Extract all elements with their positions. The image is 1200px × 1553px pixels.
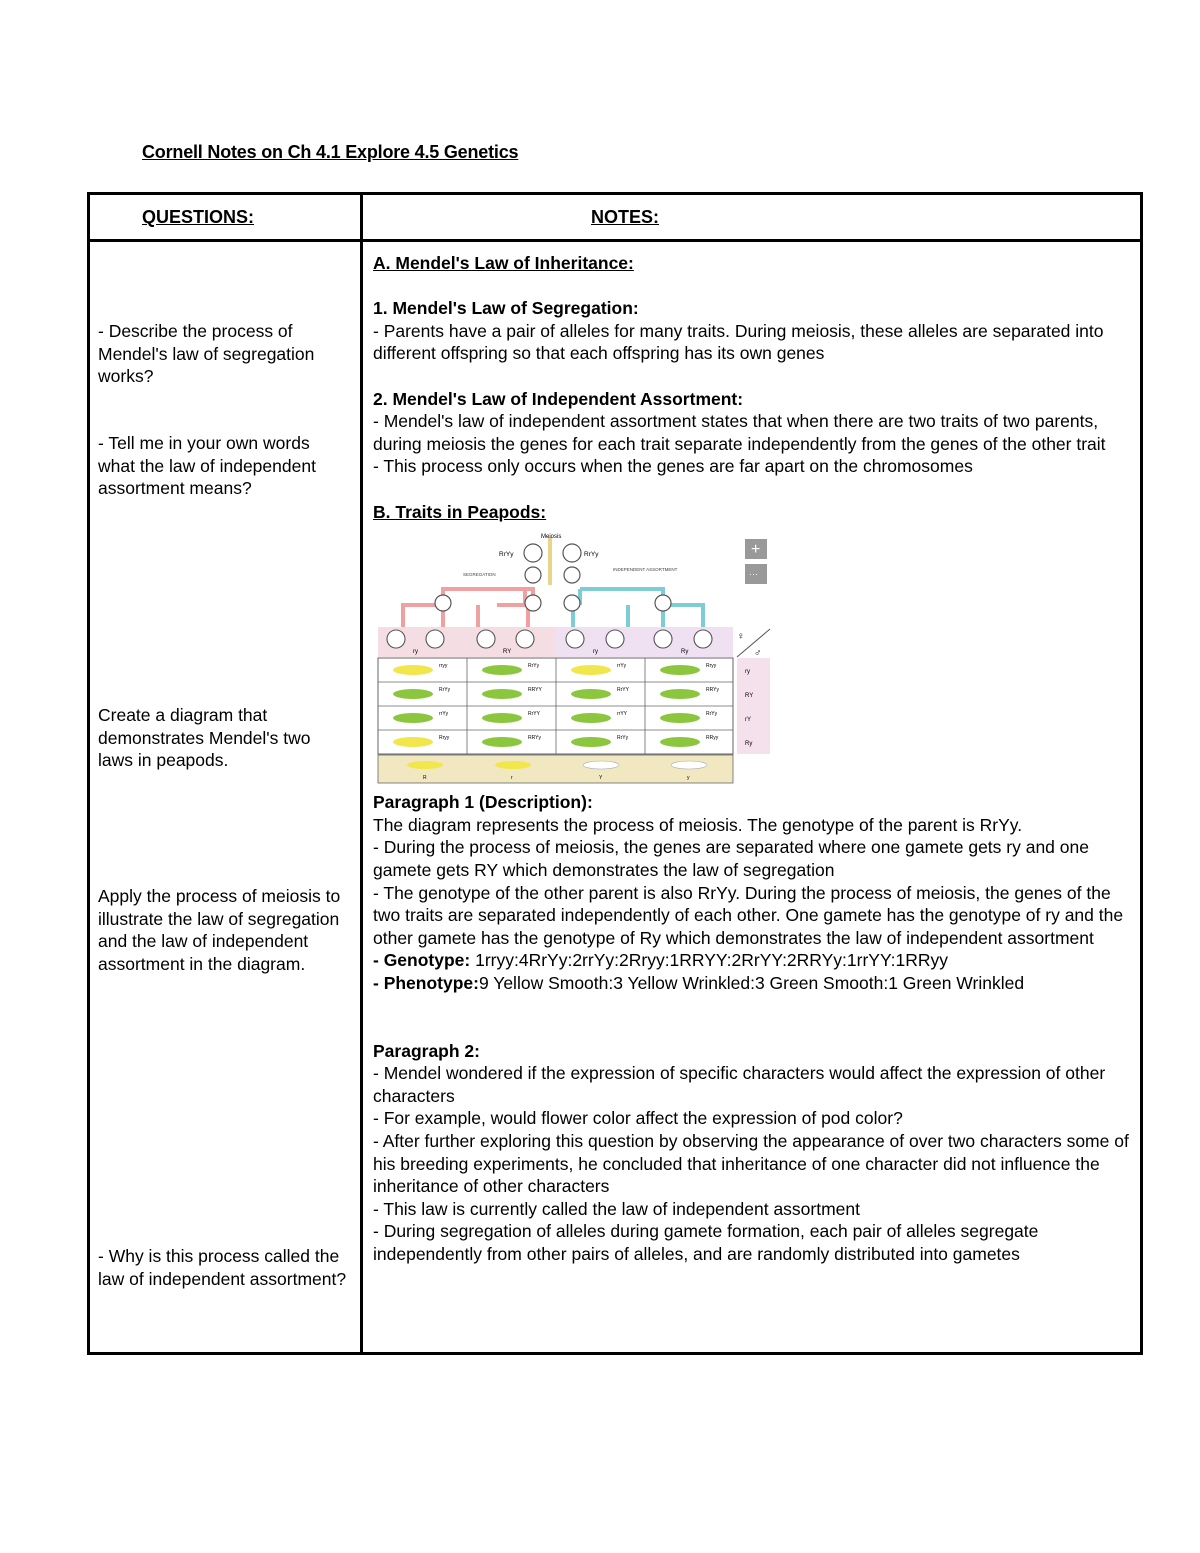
paragraph-2-heading: Paragraph 2: xyxy=(373,1040,480,1061)
row-label: RY xyxy=(745,693,754,700)
svg-text:rrYy: rrYy xyxy=(617,663,627,670)
svg-text:RRYy: RRYy xyxy=(706,687,719,694)
female-symbol: ♀ xyxy=(737,631,745,643)
question-why-independent: - Why is this process called the law of independent assortment? xyxy=(98,1246,347,1289)
parent-genotype-right: RrYy xyxy=(584,551,599,559)
svg-text:RrYY: RrYY xyxy=(617,687,629,694)
meiosis-punnett-diagram xyxy=(373,529,773,787)
segregation-heading: 1. Mendel's Law of Segregation: xyxy=(373,298,639,319)
paragraph-1-heading: Paragraph 1 (Description): xyxy=(373,792,593,813)
diagram-top-label: Meiosis xyxy=(541,534,562,541)
svg-text:Rryy: Rryy xyxy=(706,663,717,670)
bottom-label: r xyxy=(511,775,513,782)
svg-text:RRYy: RRYy xyxy=(528,735,541,742)
parent-genotype-left: RrYy xyxy=(499,551,514,559)
row-label: ry xyxy=(745,669,750,676)
parent-cell-right xyxy=(563,544,581,562)
bottom-label: y xyxy=(687,775,690,782)
svg-text:rrYY: rrYY xyxy=(617,711,627,718)
plus-icon: + xyxy=(751,541,761,559)
bottom-label: Y xyxy=(599,775,603,782)
paragraph-2-line: - During segregation of alleles during gamete formation, each pair of alleles segregate independently from other pairs of alleles, and are randomly distributed into gametes xyxy=(373,1221,1039,1264)
svg-text:RRyy: RRyy xyxy=(706,735,719,742)
independent-heading: 2. Mendel's Law of Independent Assortment: xyxy=(373,388,744,409)
svg-text:RrYy: RrYy xyxy=(617,735,629,742)
svg-text:RrYy: RrYy xyxy=(528,663,540,670)
paragraph-2-line: - This law is currently called the law of independent assortment xyxy=(373,1198,861,1219)
question-meiosis: Apply the process of meiosis to illustrate the law of segregation and the law of independent assortment in the diagram. xyxy=(98,886,341,974)
paragraph-2-line: - For example, would flower color affect the expression of pod color? xyxy=(373,1108,903,1129)
independent-text-2: - This process only occurs when the genes are far apart on the chromosomes xyxy=(373,456,973,477)
parent-cell-left xyxy=(524,544,542,562)
question-diagram: Create a diagram that demonstrates Mendel's two laws in peapods. xyxy=(98,705,311,771)
svg-text:Rryy: Rryy xyxy=(439,735,450,742)
paragraph-1-line: - During the process of meiosis, the genes are separated where one gamete gets ry and one gamete gets RY which demonstrates the law of segregation xyxy=(373,837,1089,880)
question-independent-assortment: - Tell me in your own words what the law of independent assortment means? xyxy=(98,433,316,499)
document-title: Cornell Notes on Ch 4.1 Explore 4.5 Genetics xyxy=(142,142,519,162)
question-segregation: - Describe the process of Mendel's law of segregation works? xyxy=(98,321,315,387)
cornell-notes-table xyxy=(87,192,1143,1355)
notes-column xyxy=(362,241,1142,1354)
questions-column xyxy=(89,241,362,1354)
svg-text:RrYY: RrYY xyxy=(528,711,540,718)
section-a-heading: A. Mendel's Law of Inheritance: xyxy=(373,253,634,273)
genotype-line: - Genotype: 1rryy:4RrYy:2rrYy:2Rryy:1RRYY:2RrYY:2RRYy:1rrYY:1RRyy xyxy=(373,950,949,971)
row-label: rY xyxy=(745,717,751,724)
row-label: Ry xyxy=(745,741,753,748)
notes-content xyxy=(373,252,1139,1266)
more-icon: ··· xyxy=(749,569,758,580)
independent-text: - Mendel's law of independent assortment states that when there are two traits of two parents, during meiosis the genes for each trait separate independently from the genes of the other trait xyxy=(373,411,1106,454)
male-symbol: ♂ xyxy=(754,648,762,660)
questions-header: QUESTIONS: xyxy=(89,194,362,241)
svg-text:rryy: rryy xyxy=(439,663,448,670)
paragraph-2-line: - Mendel wondered if the expression of specific characters would affect the expression of other characters xyxy=(373,1063,1106,1106)
gamete-label: RY xyxy=(503,649,512,656)
gamete-label: Ry xyxy=(681,649,689,656)
paragraph-1-line: The diagram represents the process of meiosis. The genotype of the parent is RrYy. xyxy=(373,814,1023,835)
gamete-label: ry xyxy=(593,649,598,656)
paragraph-2-line: - After further exploring this question by observing the appearance of over two characters some of his breeding experiments, he concluded that inheritance of one character did not influence the inheritance of other characters xyxy=(373,1131,1129,1197)
paragraph-1-line: - The genotype of the other parent is also RrYy. During the process of meiosis, the genes of the two traits are separated independently of each other. One gamete has the genotype of ry and the other gamete has the genotype of Ry which demonstrates the law of independent assortment xyxy=(373,882,1124,948)
svg-text:RrYy: RrYy xyxy=(706,711,718,718)
bottom-label: R xyxy=(423,775,427,782)
segregation-text: - Parents have a pair of alleles for many traits. During meiosis, these alleles are separated into different offspring so that each offspring has its own genes xyxy=(373,320,1104,364)
section-b-heading: B. Traits in Peapods: xyxy=(373,501,547,522)
phenotype-line: - Phenotype:9 Yellow Smooth:3 Yellow Wrinkled:3 Green Smooth:1 Green Wrinkled xyxy=(373,972,1025,993)
svg-text:rrYy: rrYy xyxy=(439,711,449,718)
independent-assortment-label: INDEPENDENT ASSORTMENT xyxy=(613,567,678,573)
svg-text:RRYY: RRYY xyxy=(528,687,542,694)
segregation-label: SEGREGATION xyxy=(463,572,496,578)
notes-header: NOTES: xyxy=(362,194,1142,241)
svg-text:RrYy: RrYy xyxy=(439,687,451,694)
gamete-label: ry xyxy=(413,649,418,656)
